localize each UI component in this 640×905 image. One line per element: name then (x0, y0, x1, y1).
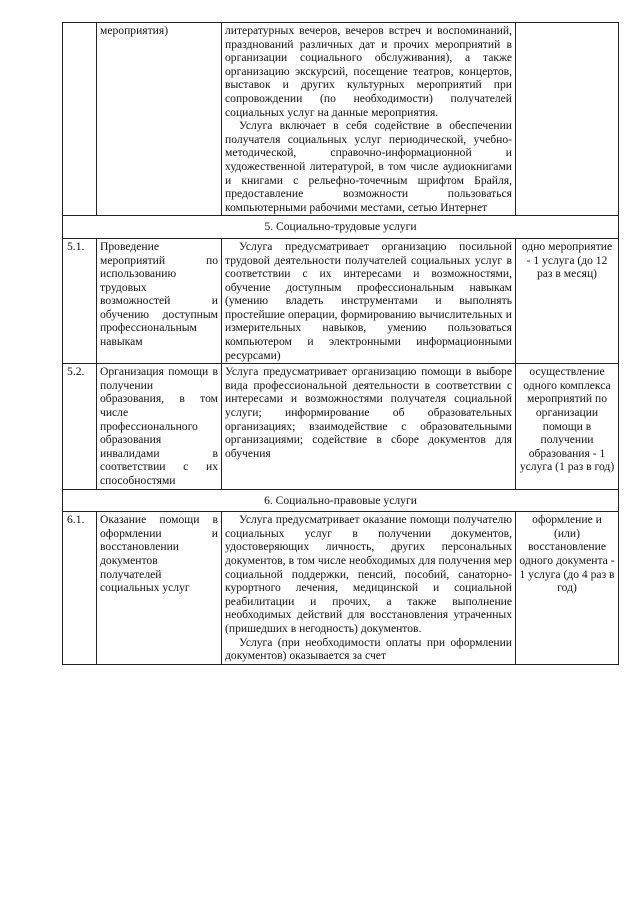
section-header-row (63, 216, 619, 239)
services-table (62, 22, 619, 665)
service-name-cell: Оказание помощи в оформлении и восстановлении документов получателей социальных услуг (97, 512, 222, 665)
service-description-cell (222, 23, 516, 216)
table-row (63, 364, 619, 489)
service-unit-cell: оформление и (или) восстановление одного документа - 1 услуга (до 4 раз в год) (516, 512, 619, 665)
description-paragraph: Услуга (при необходимости оплаты при оформлении документов) оказывается за счет (225, 635, 512, 663)
service-name-cell: Проведение мероприятий по использованию трудовых возможностей и обучению доступным профессиональным навыкам (97, 238, 222, 363)
section-title: 6. Социально-правовые услуги (63, 489, 619, 512)
description-paragraph: Услуга предусматривает оказание помощи получателю социальных услуг в получении документов, удостоверяющих личность, других персональных документов, в том числе необходимых для получения мер социальной поддержки, пенсий, пособий, санаторно-курортного лечения, медицинской и социальной реабилитации и прочих, а также выполнение необходимых действий для восстановления утраченных (пришедших в негодность) документов. (225, 513, 512, 635)
table-row (63, 23, 619, 216)
service-description-cell (222, 364, 516, 489)
description-paragraph: Услуга предусматривает организацию помощи в выборе вида профессиональной деятельности в соответствии с интересами и возможностями получателя социальной услуги; информирование об образовательных организациях; взаимодействие с образовательными организациями; содействие в сборе документов для обучения (225, 365, 512, 460)
service-description-cell (222, 512, 516, 665)
description-paragraph: Услуга включает в себя содействие в обеспечении получателя социальных услуг периодической, учебно-методической, справочно-информационной и художественной литературой, в том числе аудиокнигами и книгами с рельефно-точечным шрифтом Брайля, предоставление возможности пользоваться компьютерными рабочими местами, сетью Интернет (225, 119, 512, 214)
row-number-cell: 5.2. (63, 364, 97, 489)
table-row (63, 512, 619, 665)
description-paragraph: литературных вечеров, вечеров встреч и воспоминаний, празднований различных дат и прочих мероприятий в организации социального обслуживания), а также организацию экскурсий, посещение театров, концертов, выставок и других культурных мероприятий при сопровождении (по необходимости) получателей социальных услуг на данные мероприятия. (225, 24, 512, 119)
row-number-cell: 5.1. (63, 238, 97, 363)
description-paragraph: Услуга предусматривает организацию посильной трудовой деятельности получателей социальных услуг в соответствии с их интересами и возможностями, обучение доступным профессиональным навыкам (умению владеть инструментами и выполнять простейшие операции, формированию вычислительных и измерительных навыков, умению пользоваться компьютером и электронными информационными ресурсами) (225, 239, 512, 362)
service-unit-cell: осуществление одного комплекса мероприятий по организации помощи в получении образования - 1 услуга (1 раз в год) (516, 364, 619, 489)
service-description-cell (222, 238, 516, 363)
section-title: 5. Социально-трудовые услуги (63, 216, 619, 239)
service-name-cell: Организация помощи в получении образования, в том числе профессионального образования инвалидами в соответствии с их способностями (97, 364, 222, 489)
table-row (63, 238, 619, 363)
service-unit-cell: одно мероприятие - 1 услуга (до 12 раз в месяц) (516, 238, 619, 363)
section-header-row (63, 489, 619, 512)
service-name-cell: мероприятия) (97, 23, 222, 216)
row-number-cell: 6.1. (63, 512, 97, 665)
row-number-cell (63, 23, 97, 216)
service-unit-cell (516, 23, 619, 216)
